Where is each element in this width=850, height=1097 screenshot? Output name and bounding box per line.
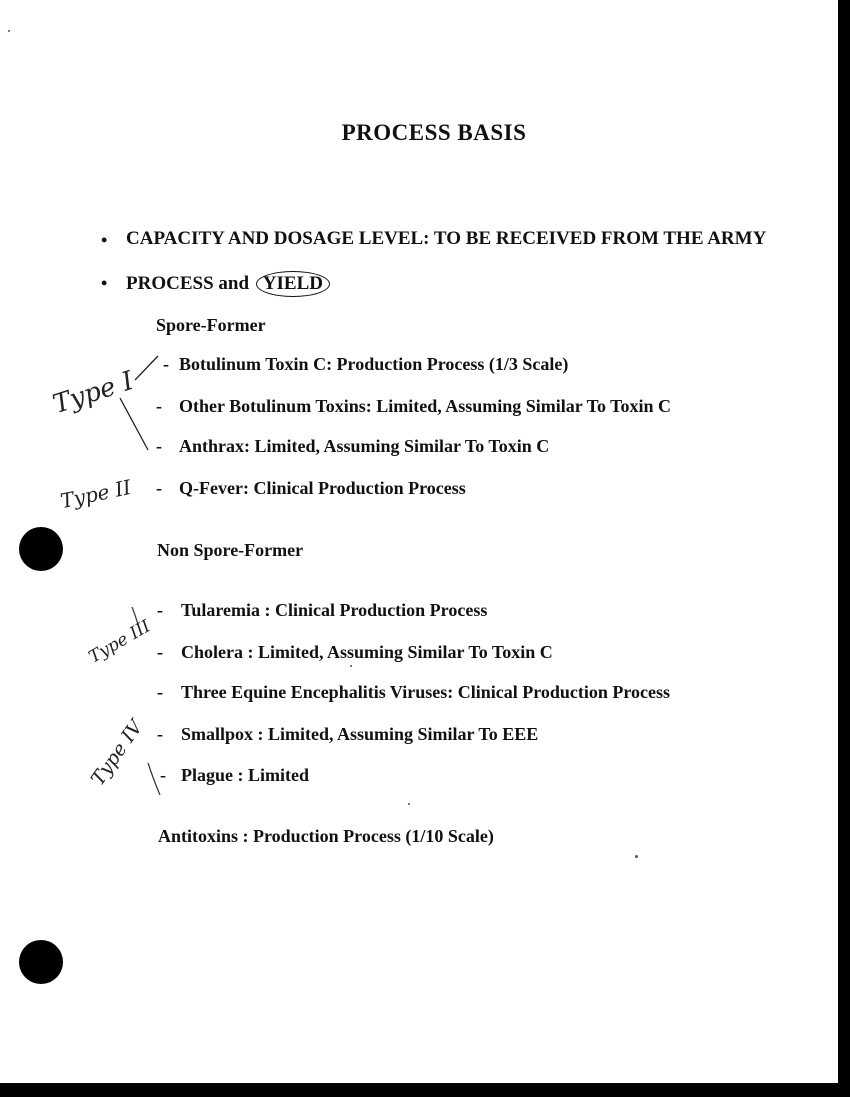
list-dash: - — [156, 478, 162, 498]
scan-speck — [8, 30, 10, 32]
list-item: Q-Fever: Clinical Production Process — [179, 478, 466, 498]
bullet-dot: • — [101, 230, 108, 250]
right-scan-border — [838, 0, 850, 1097]
process-text: PROCESS and — [126, 273, 250, 294]
handwritten-type-1: Type I — [49, 365, 138, 421]
capacity-bullet — [126, 228, 806, 250]
punch-hole-top — [19, 527, 63, 571]
scan-speck — [635, 855, 638, 858]
list-item: Smallpox : Limited, Assuming Similar To EEE — [181, 724, 539, 744]
list-item: Tularemia : Clinical Production Process — [181, 600, 488, 620]
process-bullet — [126, 271, 330, 297]
list-item: Anthrax: Limited, Assuming Similar To Toxin C — [179, 436, 550, 456]
list-dash: - — [157, 600, 163, 620]
handwritten-type-3: Type III — [85, 616, 154, 668]
handwritten-type-2: Type II — [58, 474, 134, 514]
list-dash: - — [157, 682, 163, 702]
list-dash: - — [157, 642, 163, 662]
list-item: Three Equine Encephalitis Viruses: Clinical Production Process — [181, 682, 671, 702]
punch-hole-bottom — [19, 940, 63, 984]
list-dash: - — [157, 724, 163, 744]
yield-circled: YIELD — [256, 271, 330, 297]
list-dash: - — [156, 396, 162, 416]
spore-former-heading: Spore-Former — [156, 315, 266, 335]
non-spore-former-heading: Non Spore-Former — [157, 540, 304, 560]
list-dash: - — [156, 436, 162, 456]
list-dash: - — [163, 354, 169, 374]
page-title: PROCESS BASIS — [341, 120, 527, 145]
scan-speck — [408, 803, 410, 805]
list-item: Other Botulinum Toxins: Limited, Assuming Similar To Toxin C — [179, 396, 671, 416]
list-item: Plague : Limited — [181, 765, 309, 785]
bullet-dot: • — [101, 273, 108, 293]
list-item: Botulinum Toxin C: Production Process (1/3 Scale) — [179, 354, 569, 374]
list-item: Cholera : Limited, Assuming Similar To Toxin C — [181, 642, 553, 662]
antitoxins-line: Antitoxins : Production Process (1/10 Scale) — [158, 826, 494, 846]
capacity-text: CAPACITY AND DOSAGE LEVEL: TO BE RECEIVED FROM THE ARMY — [126, 228, 767, 249]
list-dash: - — [160, 765, 166, 785]
bottom-scan-border — [0, 1083, 850, 1097]
scan-speck — [350, 665, 352, 667]
handwritten-type-4: Type IV — [86, 716, 148, 790]
